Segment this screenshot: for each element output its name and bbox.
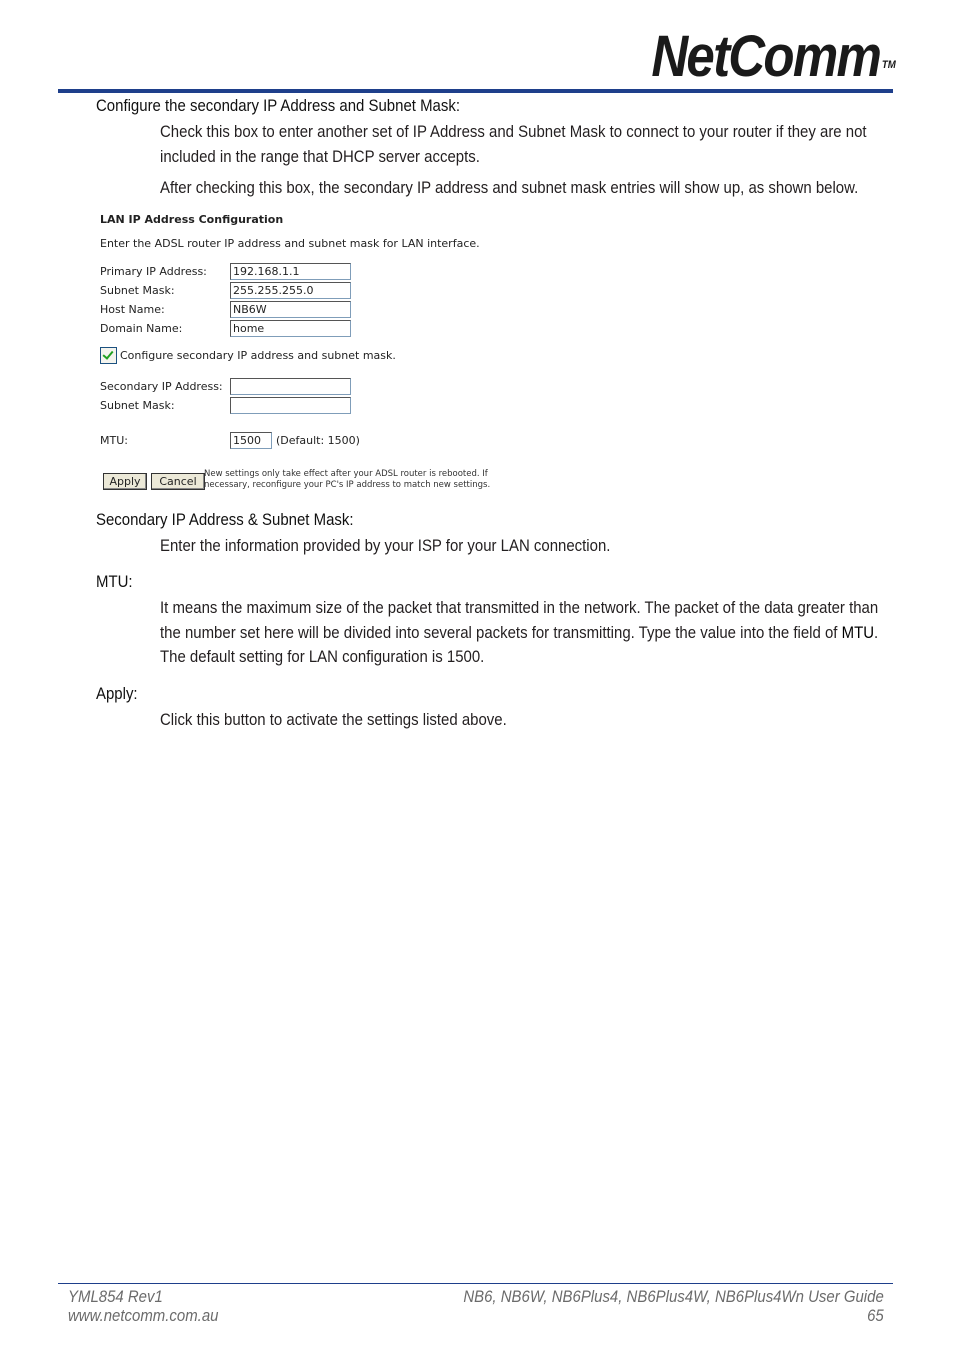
note-line: New settings only take effect after your ADSL router is rebooted. If: [204, 468, 488, 479]
field-label: Subnet Mask:: [100, 283, 175, 297]
field-label: Primary IP Address:: [100, 264, 207, 278]
host-name-input[interactable]: NB6W: [230, 301, 351, 318]
section-mtu: [96, 571, 886, 670]
paragraph: Click this button to activate the settings listed above.: [160, 709, 507, 729]
field-label: MTU:: [100, 433, 128, 447]
guide-label: User Guide: [808, 1287, 884, 1306]
text-run: It means the maximum size of the packet that transmitted in the network. The packet of the data greater than the number set here will be divided into several packets for transmitting. Type the value into the field of: [160, 598, 879, 642]
checkbox-label: Configure secondary IP address and subnet mask.: [120, 348, 396, 362]
section-heading: Secondary IP Address & Subnet Mask:: [96, 509, 354, 529]
website: www.netcomm.com.au: [68, 1306, 219, 1325]
field-label: Subnet Mask:: [100, 398, 175, 412]
note-line: necessary, reconfigure your PC's IP address to match new settings.: [204, 479, 491, 490]
field-label: Domain Name:: [100, 321, 183, 335]
apply-button[interactable]: Apply: [103, 473, 147, 490]
paragraph: Check this box to enter another set of IP Address and Subnet Mask to connect to your router if they are not included in the range that DHCP server accepts.: [160, 122, 867, 166]
footer-left: [68, 1287, 218, 1325]
screenshot-title: LAN IP Address Configuration: [100, 212, 284, 226]
paragraph: Enter the information provided by your ISP for your LAN connection.: [160, 535, 611, 555]
mtu-default-text: (Default: 1500): [276, 433, 360, 447]
secondary-ip-checkbox[interactable]: [100, 347, 117, 364]
screenshot-intro: Enter the ADSL router IP address and subnet mask for LAN interface.: [100, 236, 480, 250]
field-label: Host Name:: [100, 302, 165, 316]
page-content: [96, 95, 886, 732]
netcomm-logo: NetComm ™: [651, 24, 896, 89]
domain-name-input[interactable]: home: [230, 320, 351, 337]
section-secondary-config: [96, 95, 886, 201]
guide-title: [464, 1287, 884, 1306]
section-apply: [96, 683, 886, 733]
paragraph: [160, 596, 882, 670]
footer-right: [464, 1287, 884, 1325]
mtu-input[interactable]: 1500: [230, 432, 272, 449]
cancel-button[interactable]: Cancel: [151, 473, 205, 490]
section-heading: Apply:: [96, 683, 138, 703]
secondary-subnet-input[interactable]: [230, 397, 351, 414]
section-secondary-ip: [96, 509, 886, 559]
section-heading: Configure the secondary IP Address and Subnet Mask:: [96, 96, 460, 115]
secondary-ip-checkbox-row: [100, 347, 396, 364]
paragraph: After checking this box, the secondary IP address and subnet mask entries will show up, as shown below.: [160, 178, 859, 197]
lan-config-screenshot: [96, 211, 556, 501]
header-rule: [58, 89, 893, 93]
field-label: Secondary IP Address:: [100, 379, 223, 393]
subnet-mask-input[interactable]: 255.255.255.0: [230, 282, 351, 299]
footer-rule: [58, 1283, 893, 1284]
section-heading: MTU:: [96, 572, 133, 591]
model-list: NB6, NB6W, NB6Plus4, NB6Plus4W, NB6Plus4Wn: [463, 1287, 805, 1306]
primary-ip-input[interactable]: 192.168.1.1: [230, 263, 351, 280]
doc-code: YML854 Rev1: [68, 1287, 163, 1306]
secondary-ip-input[interactable]: [230, 378, 351, 395]
page-number: 65: [867, 1306, 884, 1325]
mtu-term: MTU: [841, 622, 875, 642]
text-run: . The default setting for LAN configuration is 1500.: [160, 622, 879, 666]
reboot-note: [204, 469, 490, 491]
